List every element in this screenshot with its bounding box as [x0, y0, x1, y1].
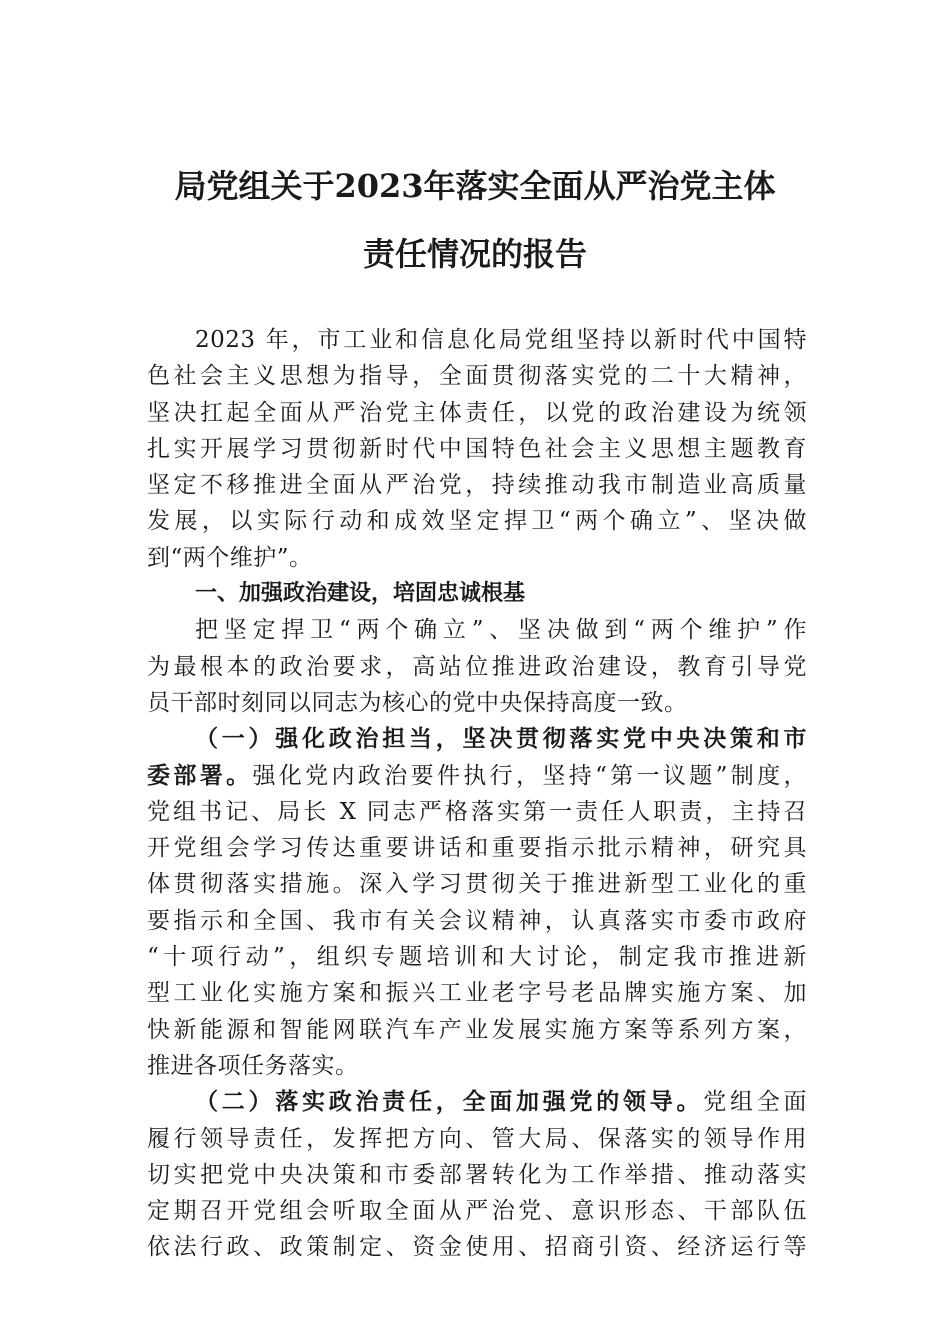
paragraph-line: 型工业化实施方案和振兴工业老字号老品牌实施方案、加: [147, 980, 807, 1007]
paragraph-line: 员干部时刻同以同志为核心的党中央保持高度一致。: [147, 689, 688, 716]
paragraph-line: 开党组会学习传达重要讲话和重要指示批示精神，研究具: [147, 835, 807, 862]
subsection-title: （二）落实政治责任，全面加强党的领导。: [195, 1088, 704, 1116]
paragraph-line: [147, 758, 807, 794]
paragraph-text: 强化党内政治要件执行，坚持“第一议题”制度，: [252, 762, 807, 789]
paragraph-line: 推进各项任务落实。: [147, 1052, 359, 1079]
paragraph-line: 色社会主义思想为指导，全面贯彻落实党的二十大精神，: [147, 363, 807, 390]
paragraph-line: 为最根本的政治要求，高站位推进政治建设，教育引导党: [147, 653, 807, 680]
paragraph-line: 依法行政、政策制定、资金使用、招商引资、经济运行等: [147, 1234, 807, 1261]
paragraph-line: 快新能源和智能网联汽车产业发展实施方案等系列方案，: [147, 1016, 807, 1043]
document-body: [147, 322, 807, 1266]
paragraph-line: 要指示和全国、我市有关会议精神，认真落实市委市政府: [147, 907, 807, 934]
paragraph-line: 坚决扛起全面从严治党主体责任，以党的政治建设为统领: [147, 399, 807, 426]
paragraph-text: 党组全面: [703, 1089, 807, 1116]
paragraph-line: 体贯彻落实措施。深入学习贯彻关于推进新型工业化的重: [147, 871, 807, 898]
subsection-title-tail: 委部署。: [147, 761, 253, 789]
paragraph-line: 坚定不移推进全面从严治党，持续推动我市制造业高质量: [147, 472, 807, 499]
paragraph-line: 扎实开展学习贯彻新时代中国特色社会主义思想主题教育: [147, 435, 807, 462]
paragraph-line: 切实把党中央决策和市委部署转化为工作举措、推动落实: [147, 1161, 807, 1188]
section-heading: 一、加强政治建设，培固忠诚根基: [195, 581, 526, 607]
paragraph-line: 到“两个维护”。: [147, 544, 313, 571]
paragraph-line: 定期召开党组会听取全面从严治党、意识形态、干部队伍: [147, 1198, 807, 1225]
subsection-title: （一）强化政治担当，坚决贯彻落实党中央决策和市: [195, 725, 807, 753]
paragraph-line: “十项行动”，组织专题培训和大讨论，制定我市推进新: [147, 944, 807, 971]
paragraph-line: [147, 1084, 807, 1120]
paragraph-line: 党组书记、局长 X 同志严格落实第一责任人职责，主持召: [147, 798, 807, 825]
paragraph-line: 发展，以实际行动和成效坚定捍卫“两个确立”、坚决做: [147, 508, 807, 535]
paragraph-line: 把坚定捍卫“两个确立”、坚决做到“两个维护”作: [195, 617, 807, 644]
document-title-line-2: 责任情况的报告: [362, 235, 587, 273]
document-title-line-1: 局党组关于2023年落实全面从严治党主体: [174, 167, 776, 205]
paragraph-line: 履行领导责任，发挥把方向、管大局、保落实的领导作用: [147, 1125, 807, 1152]
paragraph-line: 2023 年，市工业和信息化局党组坚持以新时代中国特: [195, 327, 807, 353]
